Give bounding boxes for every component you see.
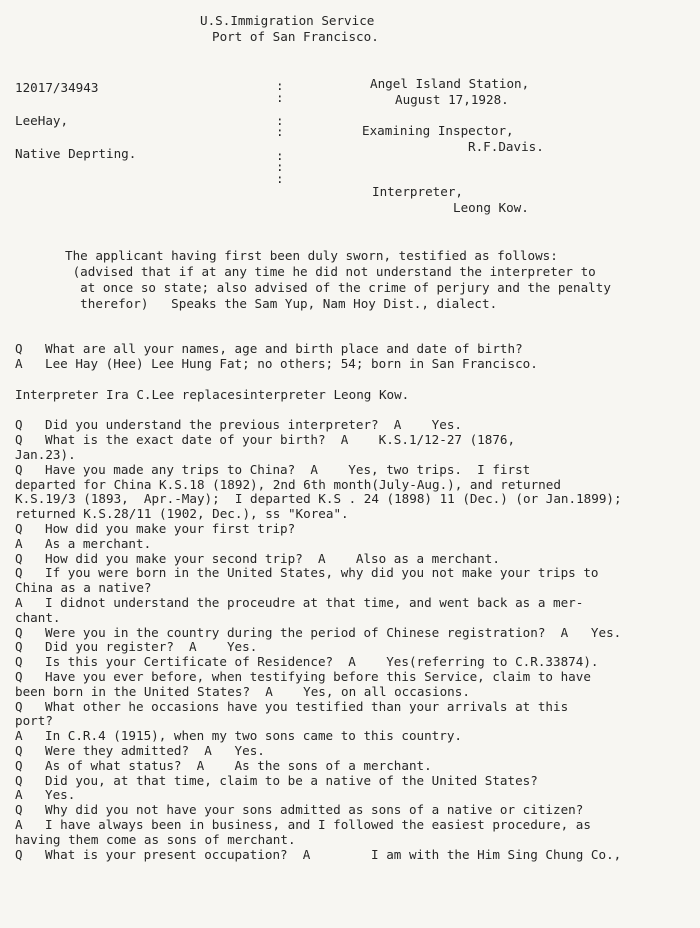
qa-continuation	[15, 478, 685, 493]
qa-continuation	[15, 448, 685, 463]
file-number: 12017/34943	[15, 80, 99, 95]
qa-text: If you were born in the United States, why did you not make your trips to	[45, 565, 599, 581]
qa-label: Q	[15, 742, 23, 758]
qa-row	[15, 729, 685, 744]
qa-text: What other he occasions have you testified than your arrivals at this	[45, 698, 569, 714]
interpreter-title: Interpreter,	[372, 184, 463, 199]
qa-row	[15, 566, 685, 581]
qa-row	[15, 803, 685, 818]
qa-text: chant.	[15, 609, 61, 625]
qa-label: Q	[15, 432, 23, 448]
qa-row	[15, 848, 685, 863]
qa-text: As of what status? A As the sons of a merchant.	[45, 757, 432, 773]
qa-row	[15, 626, 685, 641]
qa-label: Q	[15, 461, 23, 477]
qa-text: Did you understand the previous interpreter? A Yes.	[45, 417, 463, 433]
qa-text: Were they admitted? A Yes.	[45, 742, 265, 758]
qa-text: returned K.S.28/11 (1902, Dec.), ss "Korea".	[15, 506, 349, 522]
intro-line: The applicant having first been duly sworn, testified as follows:	[65, 248, 558, 263]
qa-text: departed for China K.S.18 (1892), 2nd 6th month(July-Aug.), and returned	[15, 476, 561, 492]
qa-label: A	[15, 816, 23, 832]
qa-continuation	[15, 714, 685, 729]
inspector-name: R.F.Davis.	[468, 139, 544, 154]
document-header	[200, 13, 379, 45]
qa-text: Lee Hay (Hee) Lee Hung Fat; no others; 54; born in San Francisco.	[45, 355, 538, 371]
qa-label: A	[15, 355, 23, 371]
qa-row	[15, 596, 685, 611]
station-location: Angel Island Station,	[370, 76, 530, 91]
qa-label: A	[15, 594, 23, 610]
qa-text: Have you ever before, when testifying before this Service, claim to have	[45, 668, 591, 684]
qa-row	[15, 418, 685, 433]
intro-line: (advised that if at any time he did not understand the interpreter to	[65, 264, 596, 279]
qa-continuation	[15, 611, 685, 626]
qa-label: Q	[15, 846, 23, 862]
agency-name: U.S.Immigration Service	[200, 13, 375, 28]
qa-row	[15, 463, 685, 478]
qa-continuation	[15, 492, 685, 507]
qa-text: been born in the United States? A Yes, on all occasions.	[15, 683, 470, 699]
qa-label: Q	[15, 639, 23, 655]
qa-list	[15, 418, 685, 862]
qa-label: Q	[15, 698, 23, 714]
intro-line: at once so state; also advised of the crime of perjury and the penalty	[65, 280, 611, 295]
qa-label: Q	[15, 417, 23, 433]
testimony	[15, 342, 685, 862]
qa-continuation	[15, 833, 685, 848]
qa-row	[15, 788, 685, 803]
qa-label: Q	[15, 520, 23, 536]
interpreter-name: Leong Kow.	[453, 200, 529, 215]
qa-row	[15, 433, 685, 448]
qa-row	[15, 759, 685, 774]
applicant-name: LeeHay,	[15, 113, 69, 128]
qa-text: What is the exact date of your birth? A K.S.1/12-27 (1876,	[45, 432, 516, 448]
qa-row	[15, 774, 685, 789]
qa-text: I have always been in business, and I followed the easiest procedure, as	[45, 816, 591, 832]
qa-text: Did you, at that time, claim to be a native of the United States?	[45, 772, 538, 788]
qa-label: Q	[15, 668, 23, 684]
qa-label: Q	[15, 772, 23, 788]
qa-row	[15, 670, 685, 685]
qa-label: A	[15, 728, 23, 744]
qa-text: port?	[15, 713, 53, 729]
qa-text: I didnot understand the proceudre at that time, and went back as a mer-	[45, 594, 584, 610]
qa-text: China as a native?	[15, 580, 152, 596]
qa-continuation	[15, 507, 685, 522]
interpreter-note: Interpreter Ira C.Lee replacesinterpreter Leong Kow.	[15, 386, 410, 402]
qa-row	[15, 357, 685, 372]
qa-text: As a merchant.	[45, 535, 152, 551]
qa-row	[15, 655, 685, 670]
qa-text: having them come as sons of merchant.	[15, 831, 296, 847]
qa-row	[15, 552, 685, 567]
qa-label: Q	[15, 550, 23, 566]
inspector-title: Examining Inspector,	[362, 123, 514, 138]
qa-text: Why did you not have your sons admitted as sons of a native or citizen?	[45, 802, 584, 818]
qa-text: Did you register? A Yes.	[45, 639, 258, 655]
qa-label: Q	[15, 802, 23, 818]
qa-row	[15, 342, 685, 357]
qa-text: K.S.19/3 (1893, Apr.-May); I departed K.S . 24 (1898) 11 (Dec.) (or Jan.1899);	[15, 491, 622, 507]
qa-text: What is your present occupation? A I am with the Him Sing Chung Co.,	[45, 846, 622, 862]
qa-text: Were you in the country during the period of Chinese registration? A Yes.	[45, 624, 622, 640]
qa-text: How did you make your first trip?	[45, 520, 296, 536]
qa-row	[15, 522, 685, 537]
qa-label: A	[15, 535, 23, 551]
qa-label: Q	[15, 565, 23, 581]
qa-text: In C.R.4 (1915), when my two sons came to this country.	[45, 728, 463, 744]
qa-text: Yes.	[45, 787, 76, 803]
qa-row	[15, 640, 685, 655]
qa-text: Jan.23).	[15, 446, 76, 462]
qa-label: Q	[15, 757, 23, 773]
qa-continuation	[15, 581, 685, 596]
qa-continuation	[15, 685, 685, 700]
qa-label: Q	[15, 624, 23, 640]
qa-row	[15, 818, 685, 833]
qa-text: Is this your Certificate of Residence? A Yes(referring to C.R.33874).	[45, 654, 599, 670]
qa-text: What are all your names, age and birth place and date of birth?	[45, 341, 523, 356]
port-name: Port of San Francisco.	[212, 29, 379, 44]
sworn-statement	[65, 248, 665, 312]
qa-text: Have you made any trips to China? A Yes, two trips. I first	[45, 461, 531, 477]
qa-row	[15, 744, 685, 759]
qa-label: Q	[15, 341, 23, 356]
qa-row	[15, 700, 685, 715]
applicant-status: Native Deprting.	[15, 146, 137, 161]
hearing-date: August 17,1928.	[395, 92, 509, 107]
intro-line: therefor) Speaks the Sam Yup, Nam Hoy Dist., dialect.	[65, 296, 498, 311]
qa-label: A	[15, 787, 23, 803]
qa-label: Q	[15, 654, 23, 670]
qa-text: How did you make your second trip? A Also as a merchant.	[45, 550, 500, 566]
colon-divider: : : : : : : :	[276, 78, 284, 186]
qa-row	[15, 537, 685, 552]
